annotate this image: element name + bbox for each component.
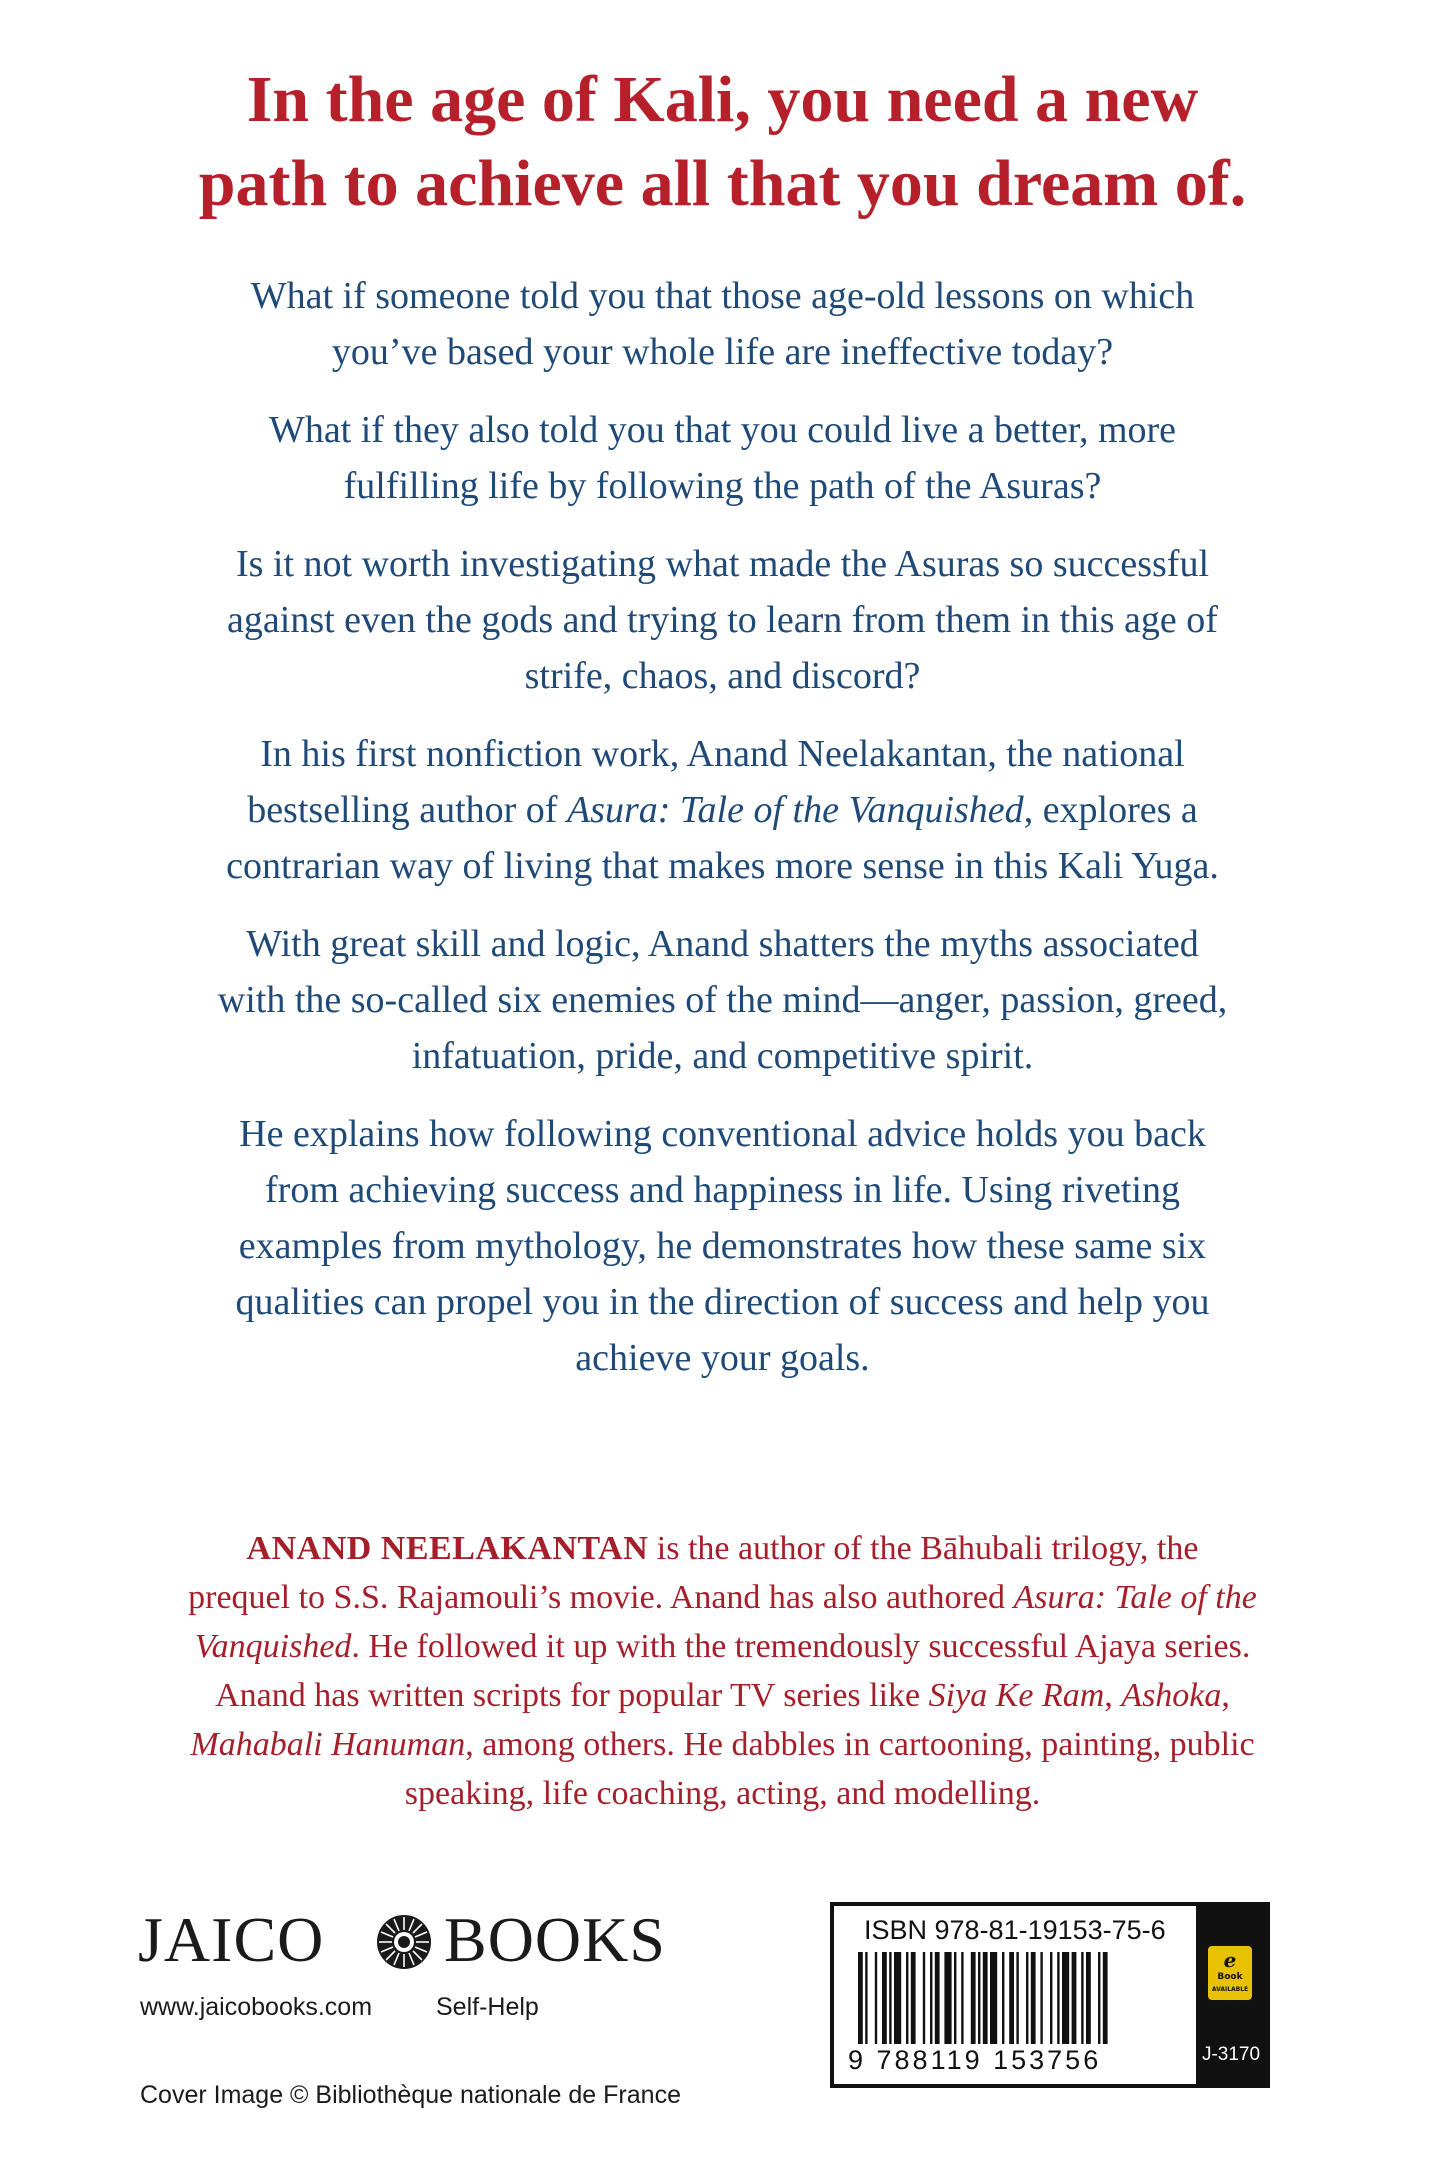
blurb-text: bestselling author of	[247, 789, 567, 831]
ebook-available-icon	[1208, 1946, 1252, 2000]
bio-text: prequel to S.S. Rajamouli’s movie. Anand has also authored	[188, 1579, 1014, 1616]
bio-line: speaking, life coaching, acting, and modelling.	[404, 1775, 1041, 1812]
book-title-asura: Asura: Tale of the	[1013, 1579, 1257, 1616]
ebook-label: Book	[1217, 1972, 1243, 1982]
bio-text: ,	[1104, 1677, 1122, 1714]
bio-line	[130, 1573, 1315, 1622]
barcode-bars	[858, 1952, 1180, 2044]
blurb-paragraph-1	[130, 268, 1315, 380]
barcode-digits: 9 788119 153756	[848, 2045, 1102, 2075]
blurb-line: What if someone told you that those age-old lessons on which	[250, 275, 1195, 317]
blurb-line: from achieving success and happiness in life. Using riveting	[265, 1169, 1180, 1211]
blurb-paragraph-3	[130, 536, 1315, 704]
bio-text: is the author of the Bāhubali trilogy, the	[648, 1530, 1199, 1567]
isbn-barcode-box	[830, 1902, 1270, 2088]
blurb-line: strife, chaos, and discord?	[524, 655, 921, 697]
book-title-asura-cont: Vanquished	[194, 1628, 352, 1665]
blurb-line: contrarian way of living that makes more sense in this Kali Yuga.	[226, 845, 1219, 887]
blurb-line: What if they also told you that you could live a better, more	[268, 409, 1177, 451]
blurb-line: examples from mythology, he demonstrates how these same six	[238, 1225, 1207, 1267]
bio-line	[130, 1622, 1315, 1671]
blurb-line: with the so-called six enemies of the mind—anger, passion, greed,	[217, 979, 1228, 1021]
blurb-line: With great skill and logic, Anand shatters the myths associated	[246, 923, 1199, 965]
bio-text: ,	[1221, 1677, 1230, 1714]
book-title-asura: Asura: Tale of the Vanquished	[566, 789, 1024, 831]
publisher-logo	[138, 1900, 666, 1990]
bio-line	[130, 1720, 1315, 1769]
blurb-line: against even the gods and trying to learn from them in this age of	[227, 599, 1218, 641]
blurb-paragraph-5	[130, 916, 1315, 1084]
catalog-code: J-3170	[1201, 2044, 1261, 2065]
blurb	[130, 268, 1315, 1408]
tv-title-siya-ke-ram: Siya Ke Ram	[928, 1677, 1105, 1714]
publisher-website: www.jaicobooks.com	[140, 1993, 373, 2021]
jaico-sun-icon	[376, 1914, 432, 1970]
headline-line-1: In the age of Kali, you need a new	[246, 63, 1199, 136]
blurb-paragraph-6	[130, 1106, 1315, 1386]
blurb-text: , explores a	[1023, 789, 1198, 831]
ebook-available-label: AVAILABLE	[1211, 1986, 1249, 1993]
blurb-line: you’ve based your whole life are ineffective today?	[331, 331, 1114, 373]
bio-text: . He followed it up with the tremendously successful Ajaya series.	[351, 1628, 1251, 1665]
author-name: ANAND NEELAKANTAN	[246, 1530, 649, 1567]
isbn-number: ISBN 978-81-19153-75-6	[864, 1915, 1166, 1945]
blurb-line: achieve your goals.	[575, 1337, 870, 1379]
bio-line	[130, 1671, 1315, 1720]
bio-text: , among others. He dabbles in cartooning, painting, public	[465, 1726, 1255, 1763]
book-category: Self-Help	[436, 1993, 539, 2021]
cover-image-credit: Cover Image © Bibliothèque nationale de France	[140, 2081, 681, 2109]
headline-line-2: path to achieve all that you dream of.	[198, 147, 1247, 220]
tv-title-mahabali-hanuman: Mahabali Hanuman	[190, 1726, 466, 1763]
headline	[60, 58, 1385, 226]
publisher-word-jaico: JAICO	[138, 1904, 325, 1975]
blurb-line: Is it not worth investigating what made the Asuras so successful	[235, 543, 1210, 585]
bio-line	[130, 1524, 1315, 1573]
barcode-side-strip	[1196, 1906, 1266, 2084]
bio-text: Anand has written scripts for popular TV series like	[215, 1677, 929, 1714]
tv-title-ashoka: Ashoka	[1121, 1677, 1222, 1714]
blurb-line: In his first nonfiction work, Anand Neelakantan, the national	[260, 733, 1185, 775]
blurb-line: infatuation, pride, and competitive spirit.	[411, 1035, 1034, 1077]
blurb-line: qualities can propel you in the direction of success and help you	[235, 1281, 1210, 1323]
blurb-line	[130, 782, 1315, 838]
blurb-line: fulfilling life by following the path of the Asuras?	[343, 465, 1102, 507]
blurb-paragraph-4	[130, 726, 1315, 894]
blurb-paragraph-2	[130, 402, 1315, 514]
publisher-word-books: BOOKS	[444, 1904, 666, 1975]
author-bio	[130, 1524, 1315, 1818]
blurb-line: He explains how following conventional advice holds you back	[239, 1113, 1206, 1155]
ebook-letter: e	[1223, 1948, 1237, 1972]
